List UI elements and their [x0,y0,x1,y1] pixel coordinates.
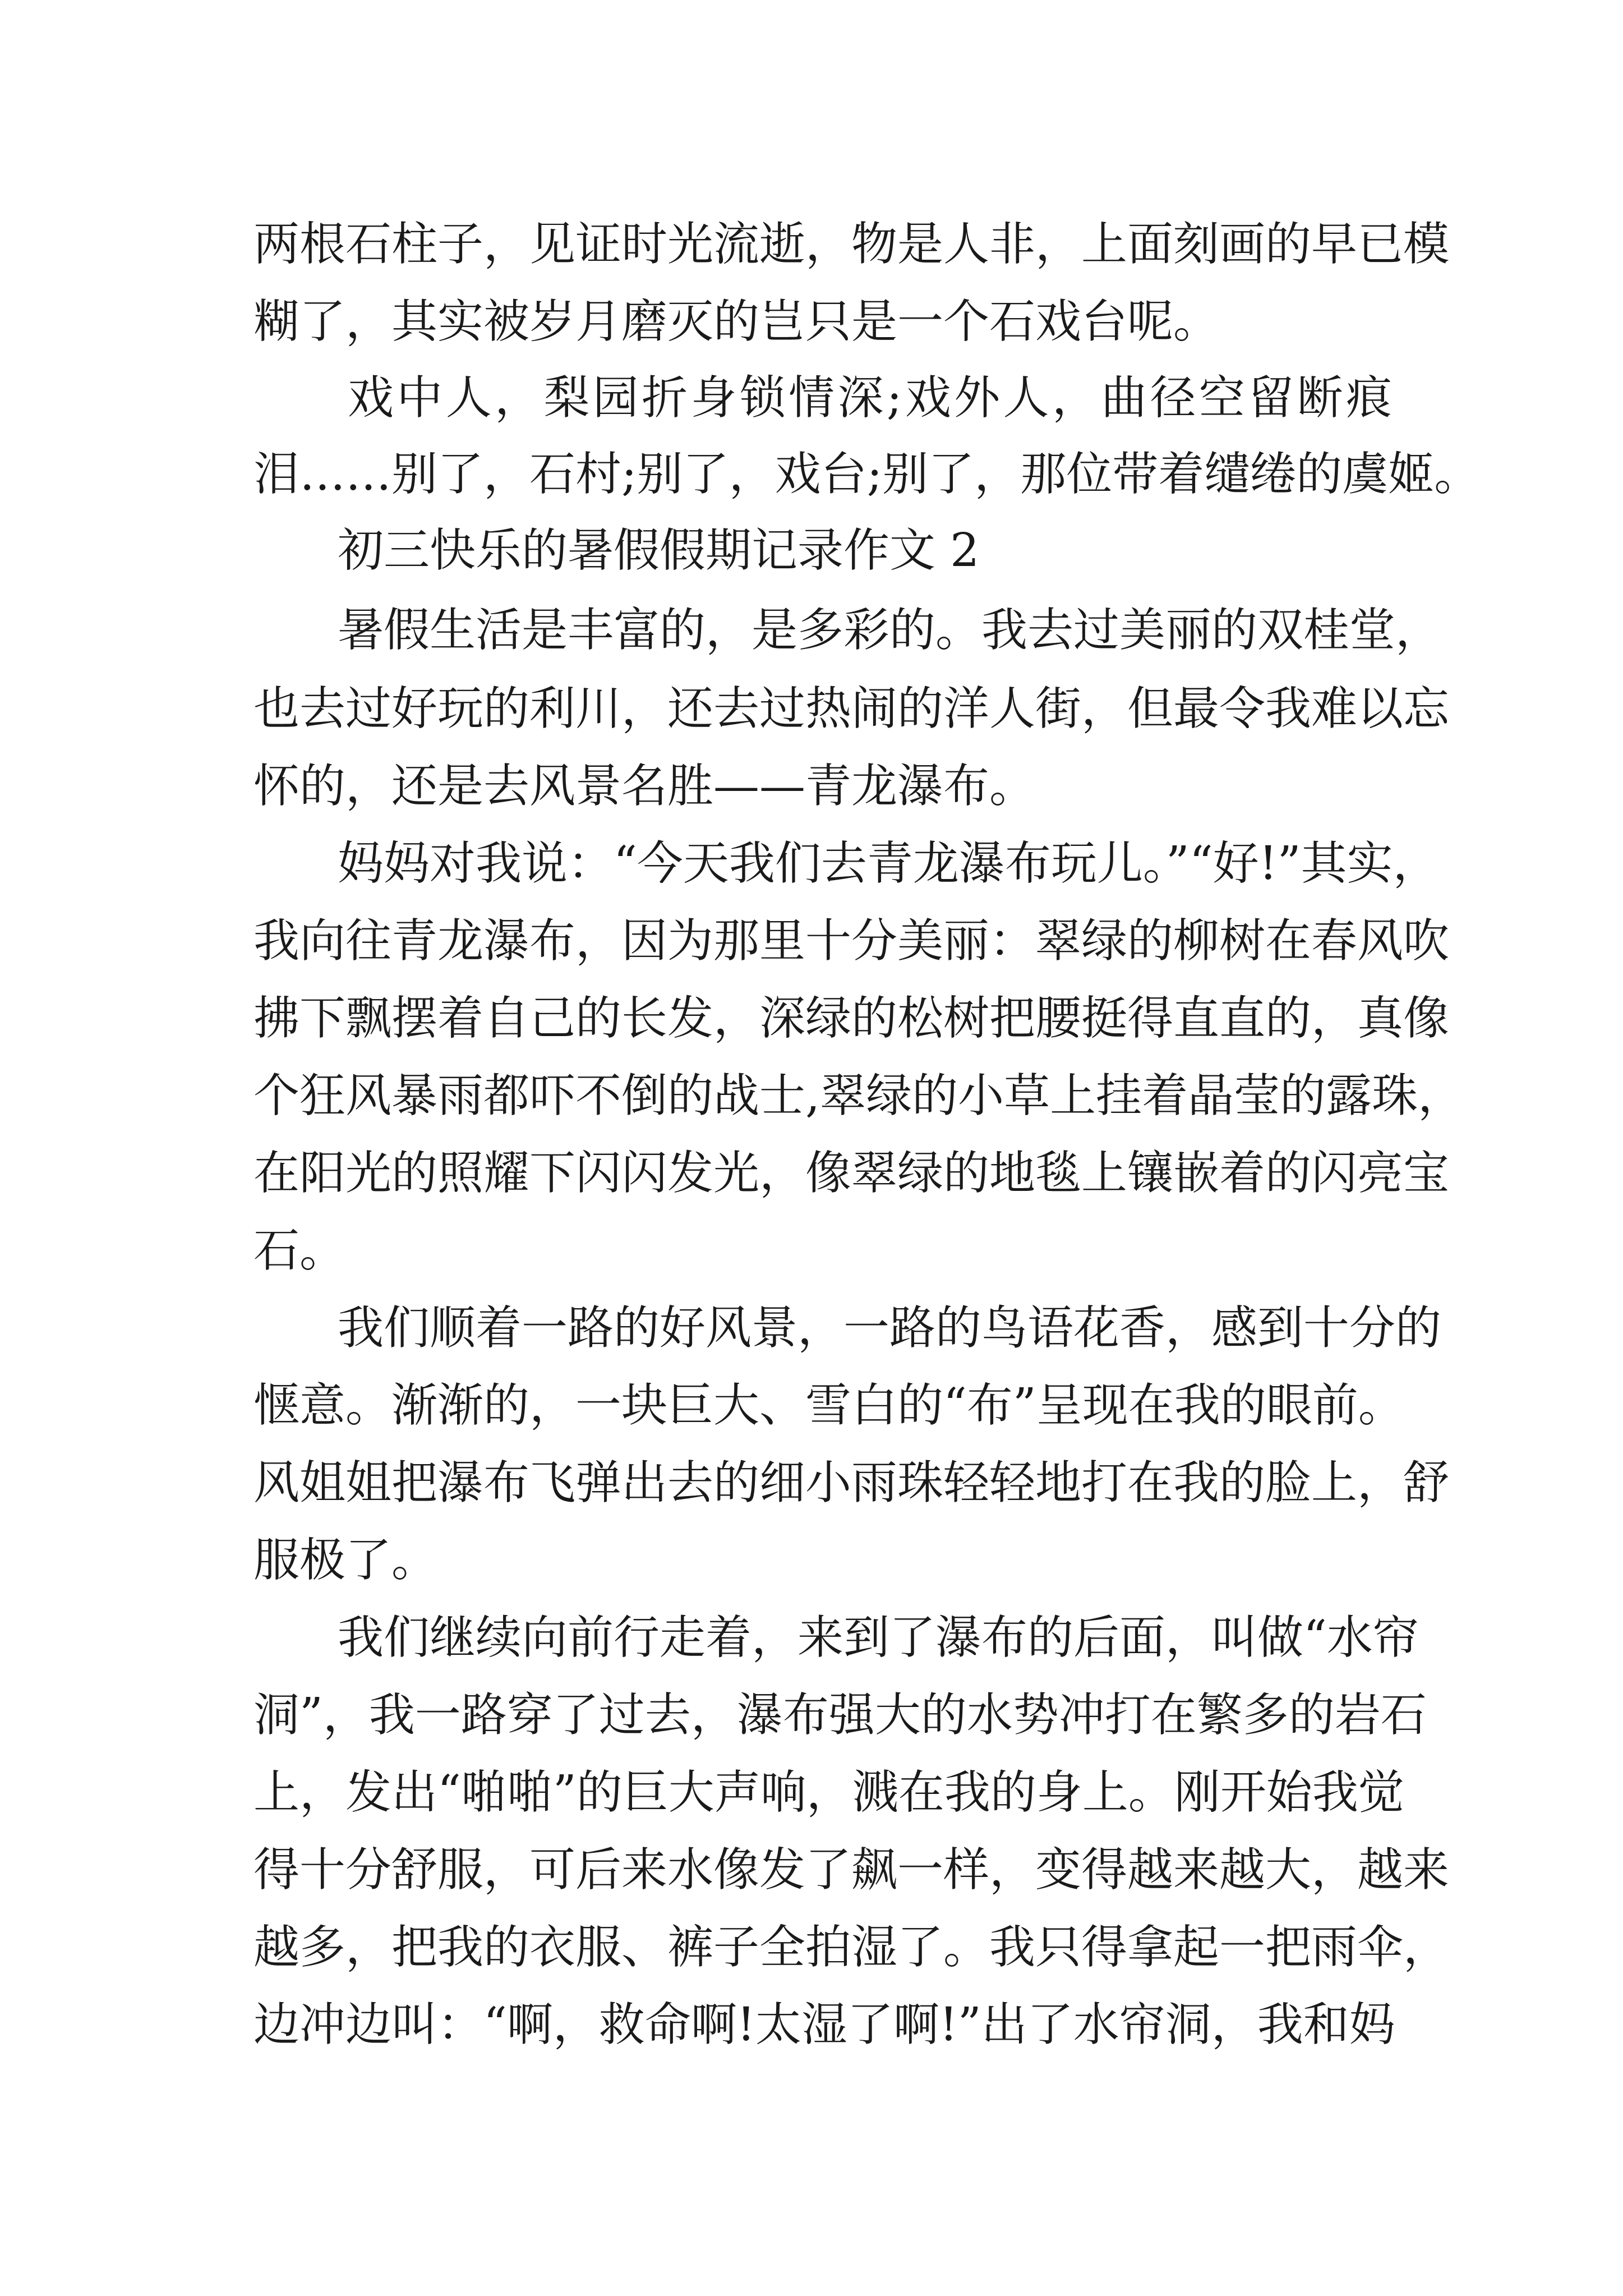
text-line: 两根石柱子，见证时光流逝，物是人非，上面刻画的早已模 [253,218,1450,271]
section-heading: 初三快乐的暑假假期记录作文 2 [338,524,980,577]
text-line: 洞”，我一路穿了过去，瀑布强大的水势冲打在繁多的岩石 [253,1688,1427,1742]
text-line: 风姐姐把瀑布飞弹出去的细小雨珠轻轻地打在我的脸上，舒 [253,1456,1450,1510]
text-line: 暑假生活是丰富的，是多彩的。我去过美丽的双桂堂， [338,604,1442,657]
text-line: 越多，把我的衣服、裤子全拍湿了。我只得拿起一把雨伞， [253,1921,1450,1974]
text-line: 石。 [253,1224,346,1277]
text-line: 我们继续向前行走着，来到了瀑布的后面，叫做“水帘 [338,1611,1419,1664]
text-line: 惬意。渐渐的，一块巨大、雪白的“布”呈现在我的眼前。 [253,1379,1404,1432]
text-line: 我们顺着一路的好风景，一路的鸟语花香，感到十分的 [338,1301,1442,1355]
text-line: 泪……别了，石村;别了，戏台;别了，那位带着缱绻的虞姬。 [253,448,1481,501]
text-line: 在阳光的照耀下闪闪发光，像翠绿的地毯上镶嵌着的闪亮宝 [253,1147,1450,1200]
text-line: 服极了。 [253,1534,438,1587]
text-line: 糊了，其实被岁月磨灭的岂只是一个石戏台呢。 [253,295,1220,348]
text-line: 得十分舒服，可后来水像发了飙一样，变得越来越大，越来 [253,1843,1450,1897]
text-line: 边冲边叫：“啊，救命啊!太湿了啊!”出了水帘洞，我和妈 [253,1998,1395,2051]
text-line: 怀的，还是去风景名胜——青龙瀑布。 [253,760,1036,813]
text-line: 也去过好玩的利川，还去过热闹的洋人街，但最令我难以忘 [253,682,1450,735]
text-line: 个狂风暴雨都吓不倒的战士,翠绿的小草上挂着晶莹的露珠， [253,1069,1464,1122]
text-line: 上，发出“啪啪”的巨大声响，溅在我的身上。刚开始我觉 [253,1766,1404,1819]
text-line: 我向往青龙瀑布，因为那里十分美丽：翠绿的柳树在春风吹 [253,914,1450,968]
text-line: 戏中人，梨园折身锁情深;戏外人，曲径空留断痕 [348,371,1392,425]
text-line: 拂下飘摆着自己的长发，深绿的松树把腰挺得直直的，真像 [253,992,1450,1045]
text-line: 妈妈对我说：“今天我们去青龙瀑布玩儿。”“好!”其实， [338,837,1439,890]
